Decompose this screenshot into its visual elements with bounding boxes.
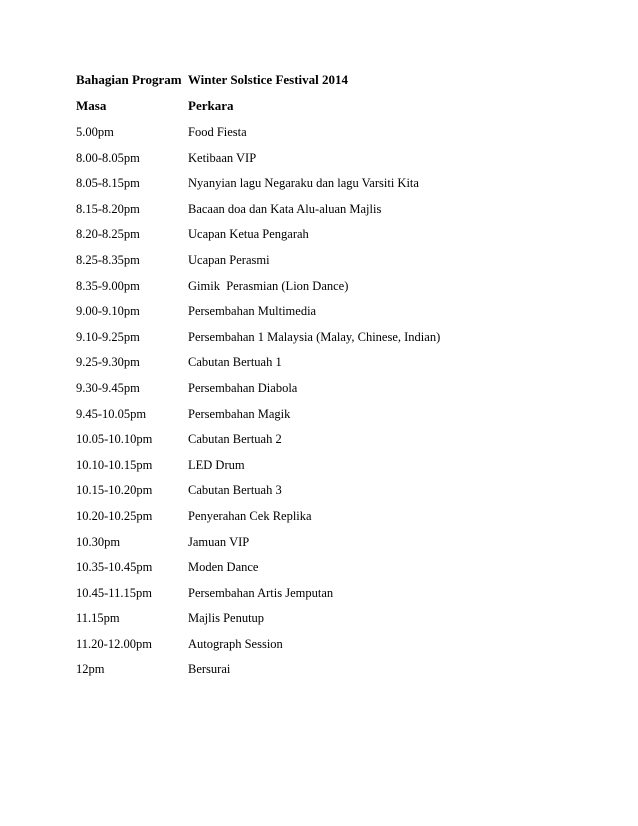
- schedule-row: [76, 509, 576, 535]
- row-time: 9.30-9.45pm: [76, 380, 140, 395]
- row-item: Persembahan Artis Jemputan: [188, 585, 334, 600]
- row-time: 11.15pm: [76, 611, 120, 626]
- row-time: 8.35-9.00pm: [76, 278, 140, 293]
- schedule-row: [76, 227, 576, 253]
- row-item: Persembahan Multimedia: [188, 304, 317, 319]
- schedule-row: [76, 381, 576, 407]
- row-item: Ucapan Perasmi: [188, 252, 270, 267]
- row-item: Penyerahan Cek Replika: [188, 508, 312, 523]
- schedule-row: [76, 202, 576, 228]
- schedule-row: [76, 330, 576, 356]
- page-title: Bahagian Program Winter Solstice Festival 2014: [76, 72, 349, 87]
- schedule-row: [76, 662, 576, 688]
- row-item: LED Drum: [188, 457, 245, 472]
- schedule-row: [76, 355, 576, 381]
- schedule-table: [76, 125, 576, 688]
- header-time: Masa: [76, 98, 107, 113]
- row-time: 10.15-10.20pm: [76, 483, 153, 498]
- row-time: 5.00pm: [76, 125, 114, 139]
- schedule-row: [76, 560, 576, 586]
- schedule-row: [76, 611, 576, 637]
- row-time: 10.35-10.45pm: [76, 560, 153, 575]
- row-item: Persembahan Magik: [188, 406, 291, 421]
- schedule-header: [76, 98, 576, 118]
- schedule-row: [76, 279, 576, 305]
- row-item: Nyanyian lagu Negaraku dan lagu Varsiti Kita: [188, 176, 419, 191]
- row-item: Bacaan doa dan Kata Alu-aluan Majlis: [188, 201, 382, 216]
- schedule-row: [76, 432, 576, 458]
- row-item: Majlis Penutup: [188, 611, 265, 626]
- row-item: Ucapan Ketua Pengarah: [188, 227, 309, 242]
- row-item: Bersurai: [188, 662, 231, 677]
- row-item: Autograph Session: [188, 636, 283, 651]
- schedule-row: [76, 407, 576, 433]
- row-item: Ketibaan VIP: [188, 150, 257, 165]
- row-time: 10.10-10.15pm: [76, 457, 153, 472]
- schedule-row: [76, 637, 576, 663]
- schedule-row: [76, 458, 576, 484]
- row-item: Gimik Perasmian (Lion Dance): [188, 278, 349, 293]
- row-time: 9.10-9.25pm: [76, 329, 140, 344]
- row-item: Persembahan Diabola: [188, 380, 298, 395]
- row-time: 10.30pm: [76, 534, 121, 549]
- row-item: Jamuan VIP: [188, 534, 250, 549]
- row-time: 8.00-8.05pm: [76, 150, 140, 165]
- row-time: 10.45-11.15pm: [76, 585, 152, 600]
- row-item: Food Fiesta: [188, 125, 247, 139]
- schedule-row: [76, 253, 576, 279]
- row-item: Cabutan Bertuah 1: [188, 355, 282, 370]
- row-item: Cabutan Bertuah 2: [188, 432, 282, 447]
- row-time: 8.15-8.20pm: [76, 201, 140, 216]
- row-time: 9.45-10.05pm: [76, 406, 147, 421]
- row-time: 9.00-9.10pm: [76, 304, 140, 319]
- schedule-row: [76, 304, 576, 330]
- row-item: Cabutan Bertuah 3: [188, 483, 282, 498]
- schedule-row: [76, 151, 576, 177]
- row-time: 8.05-8.15pm: [76, 176, 140, 191]
- row-time: 11.20-12.00pm: [76, 636, 152, 651]
- row-item: Persembahan 1 Malaysia (Malay, Chinese, Indian): [188, 329, 441, 344]
- schedule-row: [76, 483, 576, 509]
- schedule-row: [76, 125, 576, 151]
- row-item: Moden Dance: [188, 560, 259, 575]
- row-time: 10.20-10.25pm: [76, 508, 153, 523]
- row-time: 8.25-8.35pm: [76, 252, 140, 267]
- schedule-row: [76, 586, 576, 612]
- row-time: 8.20-8.25pm: [76, 227, 140, 242]
- header-item: Perkara: [188, 98, 234, 113]
- schedule-row: [76, 176, 576, 202]
- row-time: 10.05-10.10pm: [76, 432, 153, 447]
- schedule-row: [76, 535, 576, 561]
- row-time: 12pm: [76, 662, 105, 677]
- row-time: 9.25-9.30pm: [76, 355, 140, 370]
